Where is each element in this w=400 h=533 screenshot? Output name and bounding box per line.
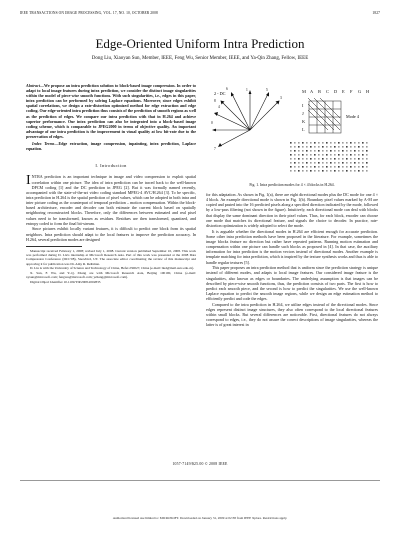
pixel-dot (318, 150, 320, 152)
pixel-dot (298, 150, 300, 152)
pixel-dot (298, 142, 300, 144)
pixel-dot (358, 146, 360, 148)
pixel-dot (298, 166, 300, 168)
pixel-dot (366, 154, 368, 156)
side-pixel-label: J (302, 111, 304, 116)
pixel-dot (290, 142, 292, 144)
boundary-pixel-label: G (358, 89, 362, 94)
pixel-dot (342, 142, 344, 144)
pixel-dot (362, 150, 364, 152)
pixel-dot (358, 166, 360, 168)
abstract-text: We propose an intra prediction solution to block-based image compression. In order to adapt to local image features during intra prediction, we consider the distinct image singularities within the model of piece-wise smooth functions. With such singularities, i.e., edges in this paper, intra prediction can be performed by solving Laplace equations. Moreover, since edges exhibit spatial correlations, we design a rate-distortion optimized method for edge extraction and edge coding. Our edge-oriented intra prediction thus consists of the prediction of smooth regions as well as the prediction of edges. We compare our intra prediction with that in H.264 and achieve superior performance. Our intra prediction can also be integrated into a block-based image coding scheme, which is comparable to JPEG2000 in terms of objective quality. An important advantage of our intra prediction is the improvement in visual quality at low bit-rate due to the preservation of edges. (26, 83, 196, 139)
pixel-dot (334, 170, 336, 172)
pixel-dot (334, 162, 336, 164)
pixel-dot (366, 158, 368, 160)
side-pixel-label: L (302, 127, 305, 132)
pixel-dot (322, 166, 324, 168)
pixel-dot (350, 170, 352, 172)
pixel-dot (334, 142, 336, 144)
mode-number: 7 (214, 147, 216, 151)
left-column (26, 83, 196, 284)
pixel-dot (302, 166, 304, 168)
index-terms (26, 141, 196, 151)
running-header (20, 11, 380, 19)
pixel-dot (294, 154, 296, 156)
pixel-dot (354, 170, 356, 172)
pixel-dot (342, 166, 344, 168)
pixel-dot (346, 158, 348, 160)
footnote-author-1: D. Liu is with the University of Science and Technology of China, Hefei 230027, China (e-mail: liud@mail.ustc.edu.cn). (30, 266, 195, 271)
pixel-dot (298, 154, 300, 156)
pixel-dot (318, 162, 320, 164)
pixel-dot (318, 146, 320, 148)
pixel-dot (326, 158, 328, 160)
body-paragraph-3: This paper proposes an intra prediction method that is uniform since the prediction strategy is unique instead of different modes, and adapts to local image features. Our considered image feature is the singularities, also known as edges or boundaries. The underlying assumption is that images can be described by piece-wise smooth functions, thus, the prediction consists of two parts. The first is how to predict each smooth piece, and the second is how to predict the singularities. We use the well-known Laplace equation to predict the smooth image regions, while we design an edge estimation method to efficiently predict and code the edges. (206, 265, 378, 302)
pixel-dot (302, 154, 304, 156)
pixel-dot (314, 162, 316, 164)
author-list: Dong Liu, Xiaoyan Sun, Member, IEEE, Feng Wu, Senior Member, IEEE, and Ya-Qin Zhang, Fellow, IEEE (91, 56, 309, 61)
pixel-dot (322, 170, 324, 172)
boundary-pixel-label: H (366, 89, 370, 94)
abstract (26, 83, 196, 139)
pixel-dot (290, 154, 292, 156)
pixel-dot (306, 166, 308, 168)
footnote-doi: Digital Object Identifier 10.1109/TIP.2008.2002835 (30, 279, 101, 284)
pixel-dot (358, 154, 360, 156)
pixel-dot (346, 170, 348, 172)
pixel-dot (338, 154, 340, 156)
pixel-dot (298, 170, 300, 172)
pixel-grid-pattern (290, 142, 368, 172)
boundary-pixel-label: C (326, 89, 329, 94)
pixel-dot (294, 142, 296, 144)
pixel-dot (334, 150, 336, 152)
pixel-dot (326, 154, 328, 156)
pixel-dot (310, 162, 312, 164)
boundary-pixel-label: E (342, 89, 345, 94)
footnote-divider (26, 246, 82, 247)
pixel-dot (310, 142, 312, 144)
pixel-dot (346, 154, 348, 156)
pixel-dot (306, 158, 308, 160)
pixel-dot (326, 142, 328, 144)
pixel-dot (338, 142, 340, 144)
mode-label: Mode 4 (346, 114, 359, 119)
pixel-dot (350, 162, 352, 164)
pixel-dot (294, 170, 296, 172)
pixel-dot (366, 146, 368, 148)
pixel-dot (318, 154, 320, 156)
pixel-dot (362, 162, 364, 164)
pixel-dot (346, 142, 348, 144)
pixel-dot (294, 150, 296, 152)
pixel-dot (306, 162, 308, 164)
boundary-pixel-label: M (302, 89, 306, 94)
pixel-dot (318, 166, 320, 168)
footnote-manuscript: Manuscript received February 1, 2008; revised July 1, 2008. Current version published September 10, 2008. This work was performed during D. Liu's internship at Microsoft Research Asia. Part of this work was presented at the 2008 Data Compression Conference (DCC'08), Snowbird, UT. The associate editor coordinating the review of this manuscript and approving it for publication was Dr. Amy R. Reibman. (26, 248, 196, 266)
pixel-dot (366, 142, 368, 144)
pixel-dot (362, 146, 364, 148)
pixel-dot (314, 154, 316, 156)
pixel-dot (354, 166, 356, 168)
pixel-dot (346, 166, 348, 168)
pixel-dot (318, 170, 320, 172)
pixel-dot (326, 150, 328, 152)
pixel-dot (342, 170, 344, 172)
pixel-dot (302, 158, 304, 160)
pixel-dot (358, 158, 360, 160)
pixel-dot (366, 162, 368, 164)
pixel-dot (290, 158, 292, 160)
bottom-rule (20, 480, 380, 481)
pixel-dot (302, 146, 304, 148)
journal-header: IEEE TRANSACTIONS ON IMAGE PROCESSING, VOL. 17, NO. 10, OCTOBER 2008 (20, 11, 158, 15)
pixel-dot (314, 158, 316, 160)
pixel-dot (306, 170, 308, 172)
pixel-dot (298, 158, 300, 160)
page-number: 1827 (372, 11, 380, 15)
pixel-dot (330, 146, 332, 148)
boundary-pixel-label: F (350, 89, 353, 94)
pixel-dot (302, 150, 304, 152)
boundary-pixel-label: A (310, 89, 314, 94)
figure-1 (210, 84, 374, 180)
pixel-dot (366, 166, 368, 168)
intra-mode-diagram (210, 84, 374, 180)
pixel-dot (326, 162, 328, 164)
pixel-dot (310, 158, 312, 160)
pixel-dot (326, 166, 328, 168)
pixel-dot (342, 146, 344, 148)
pixel-dot (310, 166, 312, 168)
pixel-dot (342, 158, 344, 160)
boundary-pixel-label: B (318, 89, 321, 94)
pixel-dot (322, 162, 324, 164)
pixel-dot (294, 166, 296, 168)
pixel-dot (338, 158, 340, 160)
right-column (206, 192, 378, 328)
paper-title: Edge-Oriented Uniform Intra Prediction (95, 36, 305, 51)
section-heading: I. Introduction (95, 163, 127, 169)
pixel-dot (362, 154, 364, 156)
pixel-dot (310, 170, 312, 172)
body-paragraph-4: Compared to the intra prediction in H.264, we utilize edges instead of the directional modes. Since edges represent distinct image structures, they also often correspond to the local directional features within small blocks. But several differences are noticeable. First, directional features do not always correspond to edges, i.e., they do not assure the correct descriptions of image singularities, whereas the latter is of great interest in (206, 301, 378, 328)
pixel-dot (290, 146, 292, 148)
abstract-label: Abstract— (26, 83, 44, 88)
pixel-dot (362, 142, 364, 144)
pixel-dot (326, 146, 328, 148)
pixel-dot (306, 150, 308, 152)
dc-mode-label: 2 - DC (214, 91, 226, 96)
pixel-dot (366, 150, 368, 152)
pixel-dot (294, 158, 296, 160)
pixel-dot (318, 158, 320, 160)
pixel-dot (338, 150, 340, 152)
mode-number: 3 (280, 96, 282, 100)
pixel-dot (314, 146, 316, 148)
pixel-dot (290, 162, 292, 164)
pixel-dot (362, 170, 364, 172)
pixel-dot (350, 154, 352, 156)
pixel-dot (322, 142, 324, 144)
pixel-dot (354, 146, 356, 148)
pixel-dot (350, 158, 352, 160)
pixel-dot (358, 150, 360, 152)
pixel-dot (302, 170, 304, 172)
pixel-dot (350, 150, 352, 152)
pixel-dot (322, 154, 324, 156)
side-pixel-label: K (302, 119, 306, 124)
pixel-dot (354, 162, 356, 164)
pixel-dot (354, 150, 356, 152)
pixel-dot (358, 162, 360, 164)
mode-number: 6 (226, 87, 228, 91)
pixel-dot (330, 166, 332, 168)
body-paragraph-1: for this adaptation. As shown in Fig. 1(a), there are eight directional modes plus the DC mode for one 4 × 4 block. An example directional mode is shown in Fig. 1(b). Boundary pixel values marked by A-M are copied and pasted into the 16 predicted pixels along a specified direction indicated by the mode, followed by a low-pass filtering (not shown in the figure). Intuitively, each directional mode can deal with blocks that display the same dominant direction in their pixel values. Thus, for each block, encoder can choose one mode that matches its directional feature, and signals the choice to decoder. In practice, rate-distortion optimization is widely adopted to select the mode. (206, 192, 378, 228)
pixel-dot (330, 150, 332, 152)
pixel-dot (338, 162, 340, 164)
drop-cap: I (26, 173, 31, 189)
mode-number: 8 (214, 99, 216, 103)
pixel-dot (346, 150, 348, 152)
footnotes (26, 249, 196, 284)
index-terms-label: Index Terms— (32, 141, 59, 147)
pixel-dot (322, 150, 324, 152)
mode-number: 4 (218, 105, 220, 109)
pixel-dot (294, 146, 296, 148)
pixel-dot (350, 146, 352, 148)
pixel-dot (290, 150, 292, 152)
prediction-block-diagram (302, 89, 370, 133)
pixel-dot (298, 146, 300, 148)
pixel-dot (338, 146, 340, 148)
pixel-dot (338, 170, 340, 172)
pixel-dot (366, 170, 368, 172)
pixel-dot (354, 142, 356, 144)
pixel-dot (302, 142, 304, 144)
pixel-dot (338, 166, 340, 168)
pixel-dot (358, 142, 360, 144)
pixel-dot (330, 162, 332, 164)
copyright-line: 1057-7149/$25.00 © 2008 IEEE (172, 462, 228, 466)
pixel-dot (326, 170, 328, 172)
mode-number: 1 (246, 88, 248, 92)
pixel-dot (342, 154, 344, 156)
intro-paragraph-2: Since pictures exhibit locally variant features, it is difficult to predict one block from its spatial neighbors. Intra prediction should adapt to the local features to improve the prediction accuracy. In H.264, several prediction modes are designed (26, 226, 196, 242)
pixel-dot (310, 146, 312, 148)
mode-number: 5 (266, 88, 268, 92)
pixel-dot (306, 142, 308, 144)
pixel-dot (342, 162, 344, 164)
pixel-dot (350, 166, 352, 168)
pixel-dot (354, 158, 356, 160)
pixel-dot (298, 162, 300, 164)
pixel-dot (302, 162, 304, 164)
pixel-dot (314, 150, 316, 152)
pixel-dot (310, 150, 312, 152)
pixel-dot (322, 158, 324, 160)
pixel-dot (306, 146, 308, 148)
pixel-dot (358, 170, 360, 172)
pixel-dot (342, 150, 344, 152)
footnote-authors-2: X. Sun, F. Wu, and Y.-Q. Zhang are with Microsoft Research Asia, Beijing 100190, China (e-mail: xysun@microsoft.com; fengwu@microsoft.com; yzhang@microsoft.com). (26, 270, 196, 279)
pixel-dot (354, 154, 356, 156)
pixel-dot (314, 166, 316, 168)
pixel-dot (334, 158, 336, 160)
pixel-dot (330, 158, 332, 160)
boundary-pixel-label: D (334, 89, 338, 94)
download-notice: Authorized licensed use limited to: MICROSOFT. Downloaded on January 31, 2009 at 02:38 from IEEE Xplore. Restrictions apply. (112, 516, 288, 520)
pixel-dot (314, 142, 316, 144)
intro-text-1: NTRA prediction is an important technique in image and video compression to exploit spatial correlation within one picture. The idea of intra prediction can be traced back to the well-known DPCM coding [1] and the DC prediction in JPEG [2]. But it was formally named recently, accompanied with the state-of-the-art video coding standard MPEG-4 AVC/H.264 [3]. To be specific, intra prediction in H.264 is the spatial prediction of pixel values, which can be adopted in both intra and inter picture coding as the counterpart of temporal prediction – motion compensation. Within the block-based architecture, encoder and decoder can both estimate the current block based on spatially neighboring reconstructed blocks. Therefore, only the differences between estimated and real pixel values need to be transformed, known as residues. Residues are then transformed, quantized, and entropy coded to form the final bit-stream. (26, 174, 196, 226)
pixel-dot (346, 146, 348, 148)
intro-paragraph-1 (26, 174, 196, 226)
side-pixel-label: I (302, 103, 304, 108)
figure-caption: Fig. 1. Intra prediction modes for 4 × 4 blocks in H.264. (249, 183, 335, 187)
mode-direction-fan (211, 87, 282, 151)
pixel-dot (306, 154, 308, 156)
pixel-dot (330, 142, 332, 144)
pixel-dot (334, 146, 336, 148)
pixel-dot (294, 162, 296, 164)
pixel-dot (314, 170, 316, 172)
pixel-dot (346, 162, 348, 164)
pixel-dot (334, 166, 336, 168)
pixel-dot (362, 158, 364, 160)
pixel-dot (334, 154, 336, 156)
mode-number: 0 (211, 121, 213, 125)
pixel-dot (290, 166, 292, 168)
index-terms-text: Edge extraction, image compression, inpainting, intra prediction, Laplace equation. (26, 141, 196, 152)
pixel-dot (330, 154, 332, 156)
pixel-dot (322, 146, 324, 148)
pixel-dot (330, 170, 332, 172)
pixel-dot (350, 142, 352, 144)
pixel-dot (362, 166, 364, 168)
pixel-dot (318, 142, 320, 144)
pixel-dot (290, 170, 292, 172)
pixel-dot (310, 154, 312, 156)
body-paragraph-2: It is arguable whether the directional modes in H.264 are efficient enough for accurate prediction. Some other intra prediction methods have been proposed in the literature. For example, sometimes the image blocks feature no direction but rather have repeated patterns. Running motion estimation and compensation within one picture can handle such blocks as proposed in [4]. In that case, the auxiliary information for intra prediction is the motion vectors instead of directional modes. Another example is template matching for intra prediction, which is inspired by the texture synthesis works and thus is able to handle regular textures [5]. (206, 228, 378, 265)
